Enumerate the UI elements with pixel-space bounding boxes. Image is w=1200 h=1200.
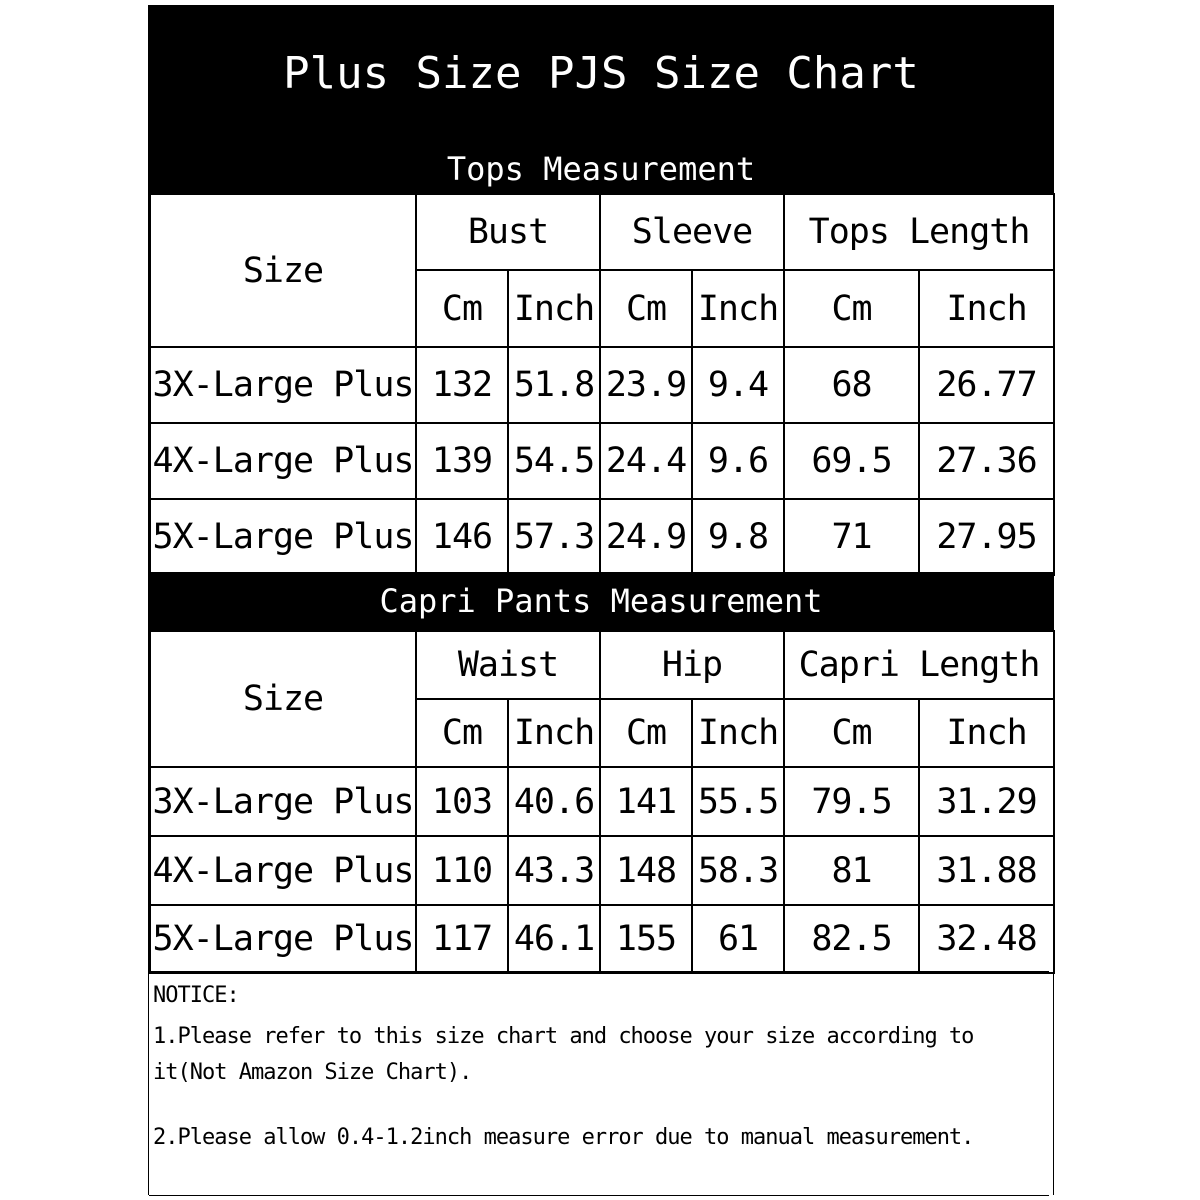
value-cell: 24.9	[600, 499, 692, 575]
value-cell: 23.9	[600, 347, 692, 423]
table-row	[150, 423, 1054, 499]
unit-header: Cm	[600, 699, 692, 767]
size-cell: 4X-Large Plus	[150, 423, 416, 499]
notice-box	[149, 971, 1049, 1196]
value-cell: 27.95	[919, 499, 1054, 575]
notice-line-2: 2.Please allow 0.4-1.2inch measure error due to manual measurement.	[153, 1125, 974, 1150]
value-cell: 24.4	[600, 423, 692, 499]
size-cell: 5X-Large Plus	[150, 499, 416, 575]
value-cell: 54.5	[508, 423, 600, 499]
unit-header: Inch	[508, 699, 600, 767]
value-cell: 27.36	[919, 423, 1054, 499]
value-cell: 132	[416, 347, 508, 423]
unit-header: Inch	[692, 699, 784, 767]
tops-section-heading: Tops Measurement	[446, 150, 756, 188]
size-cell: 3X-Large Plus	[150, 767, 416, 836]
pants-measurement-table	[149, 630, 1055, 974]
notice-heading: NOTICE:	[153, 983, 239, 1008]
pants-section-banner	[149, 572, 1053, 630]
tops-header-row	[150, 194, 1054, 270]
table-row	[150, 836, 1054, 905]
value-cell: 117	[416, 905, 508, 973]
value-cell: 82.5	[784, 905, 919, 973]
unit-header: Cm	[600, 270, 692, 347]
unit-header: Cm	[784, 270, 919, 347]
value-cell: 40.6	[508, 767, 600, 836]
value-cell: 79.5	[784, 767, 919, 836]
value-cell: 31.88	[919, 836, 1054, 905]
tops-measurement-table	[149, 193, 1055, 576]
value-cell: 9.8	[692, 499, 784, 575]
value-cell: 51.8	[508, 347, 600, 423]
value-cell: 9.4	[692, 347, 784, 423]
unit-header: Inch	[919, 270, 1054, 347]
size-chart-sheet	[148, 5, 1054, 1195]
hip-header: Hip	[600, 631, 784, 699]
value-cell: 103	[416, 767, 508, 836]
value-cell: 69.5	[784, 423, 919, 499]
value-cell: 155	[600, 905, 692, 973]
chart-title-banner	[149, 5, 1053, 145]
size-column-header: Size	[150, 194, 416, 347]
table-row	[150, 905, 1054, 973]
notice-line-1: 1.Please refer to this size chart and choose your size according to it(Not Amazon Size Chart).	[153, 1024, 974, 1085]
unit-header: Cm	[416, 699, 508, 767]
waist-header: Waist	[416, 631, 600, 699]
size-cell: 5X-Large Plus	[150, 905, 416, 973]
unit-header: Cm	[416, 270, 508, 347]
size-cell: 3X-Large Plus	[150, 347, 416, 423]
value-cell: 55.5	[692, 767, 784, 836]
tops-section-banner	[149, 145, 1053, 193]
table-row	[150, 767, 1054, 836]
value-cell: 26.77	[919, 347, 1054, 423]
value-cell: 139	[416, 423, 508, 499]
value-cell: 71	[784, 499, 919, 575]
value-cell: 46.1	[508, 905, 600, 973]
value-cell: 110	[416, 836, 508, 905]
pants-header-row	[150, 631, 1054, 699]
value-cell: 148	[600, 836, 692, 905]
value-cell: 31.29	[919, 767, 1054, 836]
tops-length-header: Tops Length	[784, 194, 1054, 270]
bust-header: Bust	[416, 194, 600, 270]
unit-header: Inch	[508, 270, 600, 347]
size-column-header: Size	[150, 631, 416, 767]
value-cell: 43.3	[508, 836, 600, 905]
value-cell: 141	[600, 767, 692, 836]
value-cell: 81	[784, 836, 919, 905]
chart-title: Plus Size PJS Size Chart	[283, 47, 919, 99]
value-cell: 57.3	[508, 499, 600, 575]
value-cell: 32.48	[919, 905, 1054, 973]
unit-header: Cm	[784, 699, 919, 767]
capri-length-header: Capri Length	[784, 631, 1054, 699]
unit-header: Inch	[919, 699, 1054, 767]
table-row	[150, 499, 1054, 575]
table-row	[150, 347, 1054, 423]
size-cell: 4X-Large Plus	[150, 836, 416, 905]
value-cell: 68	[784, 347, 919, 423]
value-cell: 58.3	[692, 836, 784, 905]
pants-section-heading: Capri Pants Measurement	[379, 582, 823, 620]
unit-header: Inch	[692, 270, 784, 347]
sleeve-header: Sleeve	[600, 194, 784, 270]
value-cell: 61	[692, 905, 784, 973]
value-cell: 9.6	[692, 423, 784, 499]
value-cell: 146	[416, 499, 508, 575]
